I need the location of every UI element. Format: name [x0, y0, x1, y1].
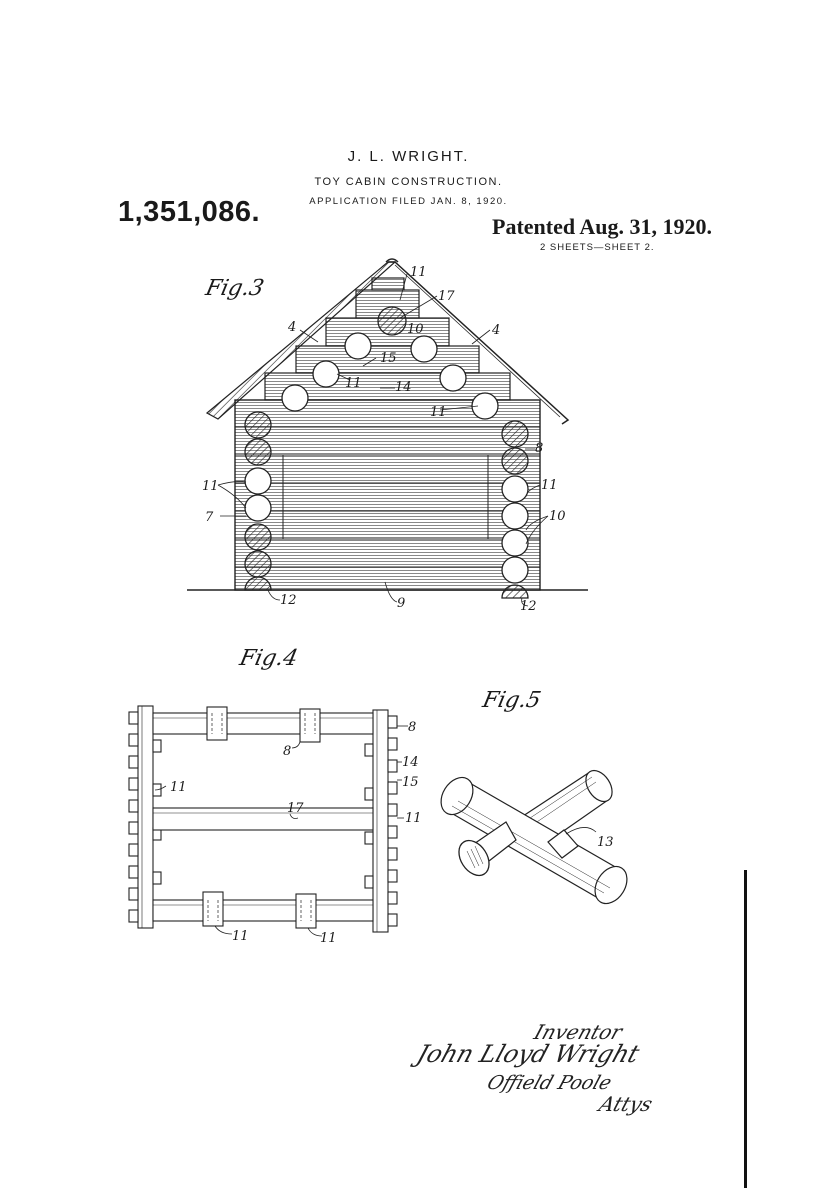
svg-text:10: 10 — [549, 509, 566, 524]
svg-text:11: 11 — [541, 478, 558, 493]
svg-text:11: 11 — [405, 811, 422, 826]
svg-text:12: 12 — [280, 593, 297, 608]
signature-inventor-name: John Lloyd Wright — [413, 1040, 643, 1068]
signature-inventor-word: Inventor — [531, 1020, 626, 1044]
svg-text:11: 11 — [170, 780, 187, 795]
svg-text:11: 11 — [345, 376, 362, 391]
figure-4-drawing — [129, 706, 408, 936]
svg-text:17: 17 — [438, 289, 455, 304]
svg-text:9: 9 — [397, 596, 406, 611]
svg-text:8: 8 — [408, 720, 417, 735]
svg-text:8: 8 — [283, 744, 292, 759]
svg-text:14: 14 — [402, 755, 419, 770]
svg-text:11: 11 — [202, 479, 219, 494]
patent-inventor-name: J. L. WRIGHT. — [347, 148, 470, 165]
patent-number: 1,351,086. — [118, 196, 261, 228]
figure-3-drawing — [187, 259, 588, 614]
svg-text:17: 17 — [287, 801, 304, 816]
svg-text:10: 10 — [407, 322, 424, 337]
svg-text:12: 12 — [520, 599, 537, 614]
scan-edge-line — [744, 870, 747, 1188]
figure-3-label: Fig.3 — [203, 276, 267, 301]
svg-text:15: 15 — [380, 351, 397, 366]
figure-4-label: Fig.4 — [237, 646, 301, 671]
figure-5-reference-numeral: 13 — [597, 835, 614, 850]
svg-text:8: 8 — [535, 441, 544, 456]
application-filed-date: APPLICATION FILED JAN. 8, 1920. — [309, 196, 508, 207]
svg-text:15: 15 — [402, 775, 419, 790]
sheet-count: 2 SHEETS—SHEET 2. — [540, 242, 655, 253]
svg-text:11: 11 — [410, 265, 427, 280]
svg-text:7: 7 — [205, 510, 214, 525]
svg-text:11: 11 — [320, 931, 337, 946]
signature-attorneys-abbrev: Attys — [596, 1092, 656, 1116]
patented-date: Patented Aug. 31, 1920. — [492, 214, 712, 239]
patent-title: TOY CABIN CONSTRUCTION. — [314, 176, 503, 188]
svg-text:4: 4 — [288, 320, 297, 335]
figure-5-label: Fig.5 — [480, 688, 544, 713]
svg-text:11: 11 — [430, 405, 447, 420]
svg-text:4: 4 — [492, 323, 501, 338]
signature-attorneys-name: Offield Poole — [484, 1072, 615, 1094]
svg-text:11: 11 — [232, 929, 249, 944]
svg-text:14: 14 — [395, 380, 412, 395]
